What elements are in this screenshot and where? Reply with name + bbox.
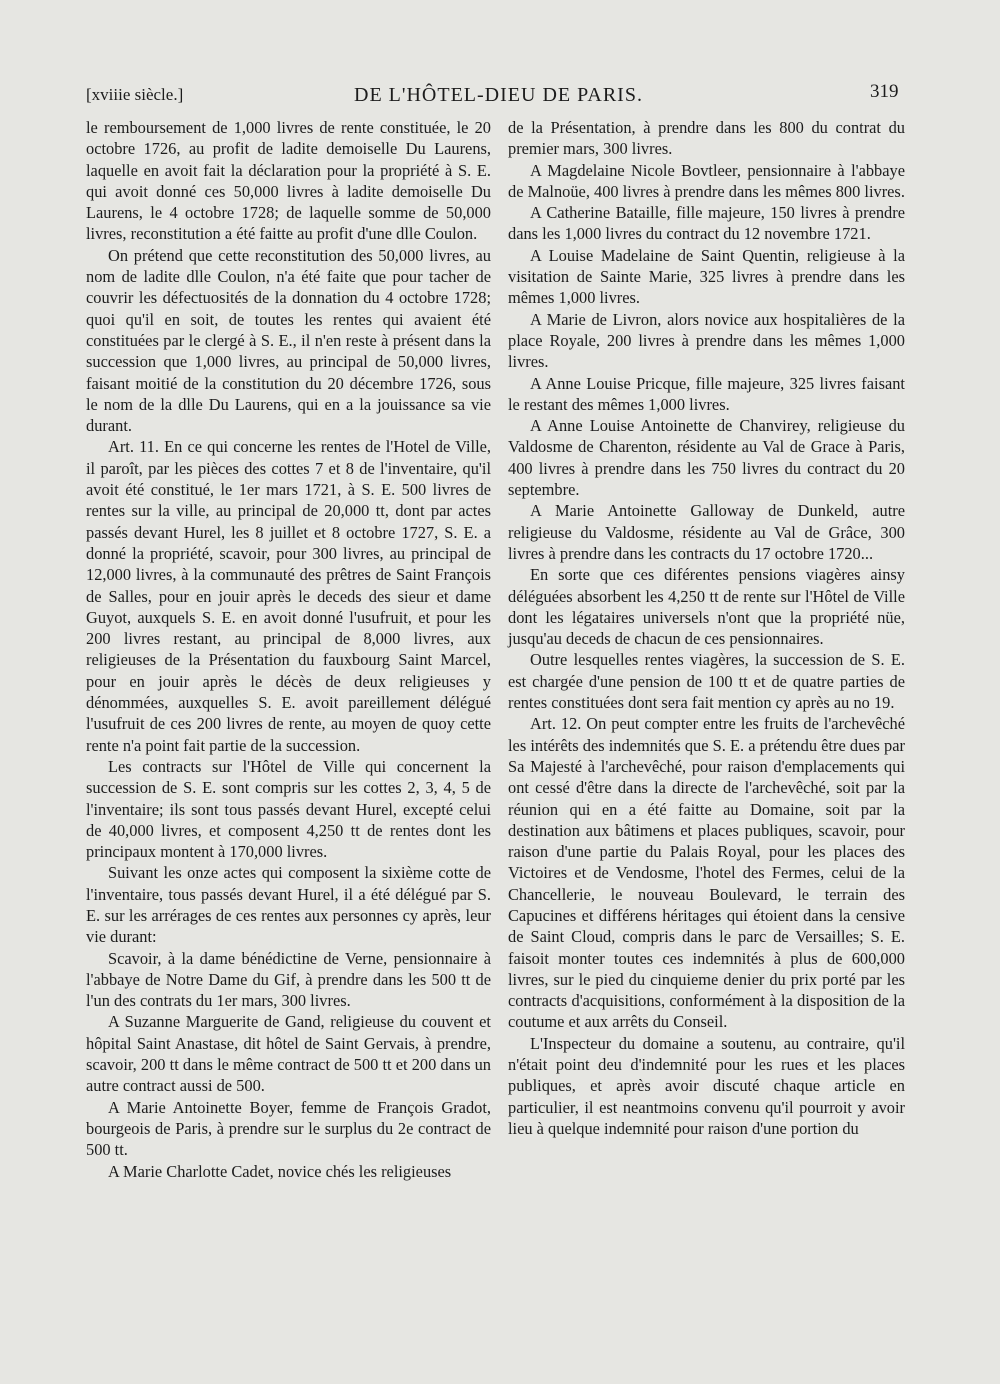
running-head-title: DE L'HÔTEL-DIEU DE PARIS. (354, 84, 643, 106)
paragraph: Outre lesquelles rentes viagères, la succession de S. E. est chargée d'une pension de 100 tt et de quatre parties de rentes constituées dont sera fait mention cy après au no 19. (508, 650, 905, 713)
paragraph: A Catherine Bataille, fille majeure, 150 livres à prendre dans les 1,000 livres du contract du 12 novembre 1721. (508, 203, 905, 244)
paragraph: A Marie Charlotte Cadet, novice chés les religieuses (108, 1161, 452, 1181)
paragraph: Les contracts sur l'Hôtel de Ville qui concernent la succession de S. E. sont compris sur les cottes 2, 3, 4, 5 de l'inventaire; ils sont tous passés devant Hurel, excepté celui de 40,000 livres, et composent 4,250 tt de rentes dont les principaux montent à 170,000 livres. (86, 756, 491, 862)
paragraph: Suivant les onze actes qui composent la sixième cotte de l'inventaire, tous passés devant Hurel, il a été délégué par S. E. sur les arrérages de ces rentes aux personnes cy après, leur vie durant: (86, 863, 491, 947)
paragraph: A Marie Antoinette Boyer, femme de François Gradot, bourgeois de Paris, à prendre sur le surplus du 2e contract de 500 tt. (86, 1097, 491, 1160)
paragraph: En sorte que ces diférentes pensions viagères ainsy déléguées absorbent les 4,250 tt de rente sur l'Hôtel de Ville dont les légataires universels n'ont que la propriété nüe, jusqu'au deceds de chacun de ces pensionnaires. (508, 565, 905, 649)
paragraph: L'Inspecteur du domaine a soutenu, au contraire, qu'il n'était point deu d'indemnité pour les rues et les places publiques, et après avoir discuté chaque article en particulier, il est neantmoins convenu qu'il pourroit y avoir lieu à quelque indemnité pour raison d'une portion du (508, 1033, 905, 1138)
paragraph: On prétend que cette reconstitution des 50,000 livres, au nom de ladite dlle Coulon, n'a été faite que pour tacher de couvrir les défectuosités de la donnation du 4 octobre 1728; quoi qu'il en soit, de toutes les rentes qui avaient été constituées par le clergé à S. E., il n'en reste à présent dans la succession que 1,000 livres, au principal de 50,000 livres, faisant moitié de la constitution du 20 décembre 1726, sous le nom de la dlle Du Laurens, qui en a la jouissance sa vie durant. (86, 245, 491, 436)
paragraph: Scavoir, à la dame bénédictine de Verne, pensionnaire à l'abbaye de Notre Dame du Gif, à prendre dans les 500 tt de l'un des contrats du 1er mars, 300 livres. (86, 948, 491, 1011)
paragraph: Art. 12. On peut compter entre les fruits de l'archevêché les intérêts des indemnités que S. E. a prétendu être dues par Sa Majesté à l'archevêché, pour raison d'emplacements qui ont cessé d'être dans la directe de l'archevêché, soit par la réunion qui en a été faitte au Domaine, soit par la destination aux bâtimens et places publiques, scavoir, pour raison d'une partie du Palais Royal, pour les places des Victoires et de Vendosme, l'hotel des Fermes, celui de la Chancellerie, le nouveau Boulevard, le terrain des Capucines et différens héritages qui étoient dans la censive de Saint Cloud, compris dans le parc de Versailles; S. E. faisoit monter toutes ces indemnités à plus de 600,000 livres, sur le pied du cinquieme denier du prix porté par les contracts d'acquisitions, conformément à la disposition de la coutume et aux arrêts du Conseil. (508, 714, 905, 1032)
paragraph: A Anne Louise Antoinette de Chanvirey, religieuse du Valdosme de Charenton, résidente au Val de Grace à Paris, 400 livres à prendre dans les 750 livres du contract du 20 septembre. (508, 416, 905, 500)
page-number: 319 (870, 81, 899, 102)
paragraph: A Marie Antoinette Galloway de Dunkeld, autre religieuse du Valdosme, résidente au Val de Grâce, 300 livres à prendre dans les contracts du 17 octobre 1720... (508, 501, 905, 563)
paragraph: A Anne Louise Pricque, fille majeure, 325 livres faisant le restant des mêmes 1,000 livres. (508, 373, 905, 414)
right-text-column (508, 117, 905, 1139)
paragraph: A Marie de Livron, alors novice aux hospitalières de la place Royale, 200 livres à prendre dans les mêmes 1,000 livres. (508, 309, 905, 372)
left-text-column (86, 117, 491, 1182)
paragraph: de la Présentation, à prendre dans les 800 du contrat du premier mars, 300 livres. (508, 118, 905, 159)
paragraph: A Magdelaine Nicole Bovtleer, pensionnaire à l'abbaye de Malnoüe, 400 livres à prendre dans les mêmes 800 livres. (508, 160, 905, 201)
running-head-century: [xviiie siècle.] (86, 85, 184, 104)
paragraph: le remboursement de 1,000 livres de rente constituée, le 20 octobre 1726, au profit de ladite demoiselle Du Laurens, laquelle en avoit fait la déclaration pour la propriété à S. E. qui avoit donné ces 50,000 livres à ladite demoiselle Du Laurens, le 4 octobre 1728; de laquelle somme de 50,000 livres, reconstitution a été faitte au profit d'une dlle Coulon. (86, 118, 491, 244)
paragraph: A Suzanne Marguerite de Gand, religieuse du couvent et hôpital Saint Anastase, dit hôtel de Saint Gervais, à prendre, scavoir, 200 tt dans le même contract de 500 tt et 200 dans un autre contract aussi de 500. (86, 1012, 491, 1096)
paragraph: A Louise Madelaine de Saint Quentin, religieuse à la visitation de Sainte Marie, 325 livres à prendre dans les mêmes 1,000 livres. (508, 245, 905, 308)
paragraph: Art. 11. En ce qui concerne les rentes de l'Hotel de Ville, il paroît, par les pièces des cottes 7 et 8 de l'inventaire, qu'il avoit été constitué, le 1er mars 1721, à S. E. 500 livres de rentes sur la ville, au principal de 20,000 tt, dont par actes passés devant Hurel, les 8 juillet et 8 octobre 1727, S. E. a donné la propriété, scavoir, pour 300 livres, au principal de 12,000 livres, à la communauté des prêtres de Saint François de Salles, pour en jouir après le deceds des sieur et dame Guyot, auxquels S. E. en avoit donné l'usufruit, et pour les 200 livres restant, au principal de 8,000 livres, aux religieuses de la Présentation du fauxbourg Saint Marcel, pour en jouir après le décès de deux religieuses y dénommées, auxquelles S. E. avoit pareillement délégué l'usufruit de ces 200 livres de rente, au moyen de quoy cette rente n'a point fait partie de la succession. (86, 437, 491, 755)
